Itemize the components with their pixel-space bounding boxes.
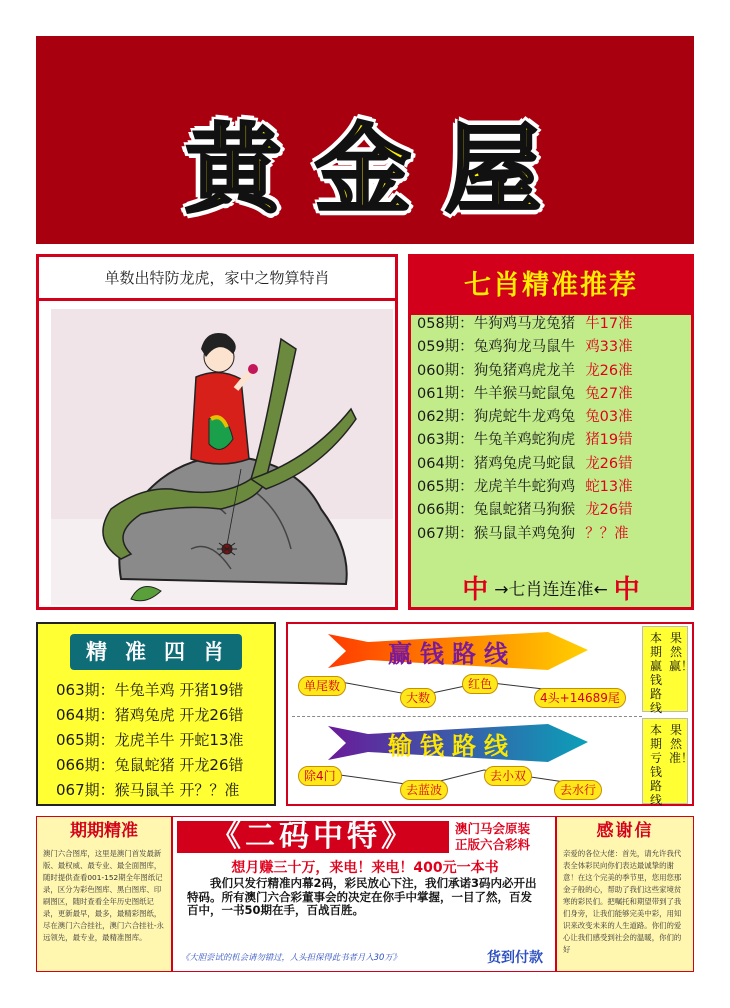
result-label: 兔27准 bbox=[585, 385, 633, 402]
list-item bbox=[417, 336, 689, 359]
issue-label: 059期： bbox=[417, 339, 474, 356]
issue-label: 066期： bbox=[417, 502, 474, 519]
lose-tag-4: 去水行 bbox=[554, 780, 602, 800]
issue-label: 063期： bbox=[417, 432, 474, 449]
two-code-ad bbox=[172, 816, 556, 972]
lose-route-title: 输钱路线 bbox=[388, 732, 516, 760]
accuracy-body: 澳门六合图库，这里是澳门首发最新版、最权威、最专业、最全面图库，随时提供查看001-152期全年图纸记录，区分为彩色图库、黑白图库、印刷图区，随时查看全年历史图纸记录，更新最早，最多，最精彩图纸，尽在澳门六合挂社，澳门六合挂社-永远领先，最专业，最精准图库。 bbox=[43, 849, 164, 942]
two-code-body: 我们只发行精准内幕2码，彩民放心下注，我们承诺3码内必开出特码。所有澳门六合彩董事会的决定在你手中掌握，一目了然，百发百中，一书50期在手，百战百胜。 bbox=[187, 876, 537, 917]
zodiac-signs: 猴马鼠羊鸡兔狗 bbox=[473, 525, 576, 542]
zodiac-signs: 兔鼠蛇猪马狗猴 bbox=[473, 502, 576, 519]
zodiac-signs: 猪鸡兔虎马蛇鼠 bbox=[473, 455, 576, 472]
list-item bbox=[417, 360, 689, 383]
win-tag-1: 单尾数 bbox=[298, 676, 346, 696]
bottom-section bbox=[36, 816, 694, 972]
route-divider bbox=[292, 716, 642, 717]
zodiac-signs: 狗虎蛇牛龙鸡兔 bbox=[473, 409, 576, 426]
result-label: 龙26错 bbox=[585, 455, 633, 472]
four-zodiac-title: 精准四肖 bbox=[70, 634, 242, 670]
accuracy-box bbox=[36, 816, 172, 972]
seven-zodiac-list bbox=[417, 313, 689, 546]
list-item bbox=[417, 313, 689, 336]
result-label: 兔03准 bbox=[585, 409, 633, 426]
result-label: 牛17准 bbox=[585, 316, 633, 332]
footer-slogan: →七肖连连准← bbox=[494, 580, 608, 600]
list-item bbox=[417, 429, 689, 452]
zodiac-signs: 牛狗鸡马龙兔猪 bbox=[473, 316, 576, 332]
seven-zodiac-panel bbox=[408, 254, 694, 610]
money-route-panel bbox=[286, 622, 694, 806]
zodiac-signs: 牛兔羊鸡蛇狗虎 bbox=[473, 432, 576, 449]
lose-side-a: 果然准！ bbox=[669, 723, 694, 765]
win-tag-3: 红色 bbox=[462, 674, 498, 694]
header-banner bbox=[36, 36, 694, 244]
thanks-letter-box bbox=[556, 816, 694, 972]
seven-zodiac-title: 七肖精准推荐 bbox=[411, 257, 691, 315]
win-side-box bbox=[642, 626, 694, 715]
list-item: 067期：猴马鼠羊 开？？准 bbox=[56, 781, 240, 799]
lose-tag-2: 去蓝波 bbox=[400, 780, 448, 800]
win-tag-4: 4头+14689尾 bbox=[534, 688, 626, 708]
zodiac-signs: 狗兔猪鸡虎龙羊 bbox=[473, 362, 576, 379]
thanks-letter-body: 亲爱的各位大佬：首先，请允许我代表全体彩民向你们表达最诚挚的谢意！在这个完美的季节里，您用您那金子般的心，帮助了我们这些家境贫寒的彩民们。把嘱托和期望带到了我们身旁，让我们能够完美中彩，用知识来改变未来的人生道路。你们的爱心让我们感受到社会的温暖，你们的好 bbox=[563, 849, 682, 954]
win-side-b: 本期赢钱路线 bbox=[649, 631, 662, 715]
cash-on-delivery-label: 货到付款 bbox=[487, 950, 543, 966]
lose-tag-1: 除4门 bbox=[298, 766, 342, 786]
thanks-letter-title: 感谢信 bbox=[596, 821, 654, 841]
lose-side-box bbox=[642, 718, 694, 807]
list-item bbox=[417, 453, 689, 476]
list-item: 065期：龙虎羊牛 开蛇13准 bbox=[56, 731, 244, 749]
list-item: 064期：猪鸡兔虎 开龙26错 bbox=[56, 706, 244, 724]
issue-label: 061期： bbox=[417, 385, 474, 402]
list-item bbox=[417, 523, 689, 546]
win-side-a: 果然赢！ bbox=[669, 631, 694, 673]
butterfly bbox=[248, 364, 258, 374]
win-route-title: 赢钱路线 bbox=[388, 640, 516, 668]
zodiac-signs: 龙虎羊牛蛇狗鸡 bbox=[473, 479, 576, 496]
result-label: ？？准 bbox=[585, 525, 629, 542]
issue-label: 062期： bbox=[417, 409, 474, 426]
list-item: 066期：兔鼠蛇猪 开龙26错 bbox=[56, 756, 244, 774]
list-item bbox=[417, 499, 689, 522]
page-title: 黄金屋 bbox=[185, 113, 575, 226]
four-zodiac-list bbox=[56, 678, 274, 803]
two-code-side-line-2: 正版六合彩料 bbox=[455, 837, 531, 852]
lose-tag-3: 去小双 bbox=[484, 766, 532, 786]
issue-label: 065期： bbox=[417, 479, 474, 496]
two-code-title: 《二码中特》 bbox=[177, 821, 449, 853]
two-code-tagline: 想月赚三十万，来电！来电！400元一本书 bbox=[231, 860, 499, 876]
issue-label: 058期： bbox=[417, 316, 474, 332]
issue-label: 064期： bbox=[417, 455, 474, 472]
list-item bbox=[417, 383, 689, 406]
four-zodiac-panel bbox=[36, 622, 276, 806]
two-code-side bbox=[455, 821, 553, 853]
lose-side-b: 本期亏钱路线 bbox=[649, 723, 662, 807]
result-label: 猪19错 bbox=[585, 432, 633, 449]
result-label: 鸡33准 bbox=[585, 339, 633, 356]
zodiac-signs: 牛羊猴马蛇鼠兔 bbox=[473, 385, 576, 402]
result-label: 龙26准 bbox=[585, 362, 633, 379]
win-tag-2: 大数 bbox=[400, 688, 436, 708]
list-item bbox=[417, 406, 689, 429]
two-code-footnote: 《大胆尝试的机会请勿错过，人头担保得此书者月入30万》 bbox=[181, 952, 402, 962]
list-item bbox=[417, 476, 689, 499]
zhong-right: 中 bbox=[613, 575, 640, 605]
result-label: 龙26错 bbox=[585, 502, 633, 519]
seven-zodiac-footer bbox=[411, 569, 691, 605]
illustration-panel bbox=[36, 254, 398, 610]
zhong-left: 中 bbox=[462, 575, 489, 605]
accuracy-title: 期期精准 bbox=[70, 821, 138, 841]
result-label: 蛇13准 bbox=[585, 479, 633, 496]
two-code-side-line-1: 澳门马会原装 bbox=[455, 821, 531, 836]
issue-label: 067期： bbox=[417, 525, 474, 542]
issue-label: 060期： bbox=[417, 362, 474, 379]
riddle-caption: 单数出特防龙虎，家中之物算特肖 bbox=[39, 257, 395, 301]
list-item: 063期：牛兔羊鸡 开猪19错 bbox=[56, 681, 244, 699]
zodiac-signs: 兔鸡狗龙马鼠牛 bbox=[473, 339, 576, 356]
lady-on-rock-illustration bbox=[51, 309, 393, 605]
